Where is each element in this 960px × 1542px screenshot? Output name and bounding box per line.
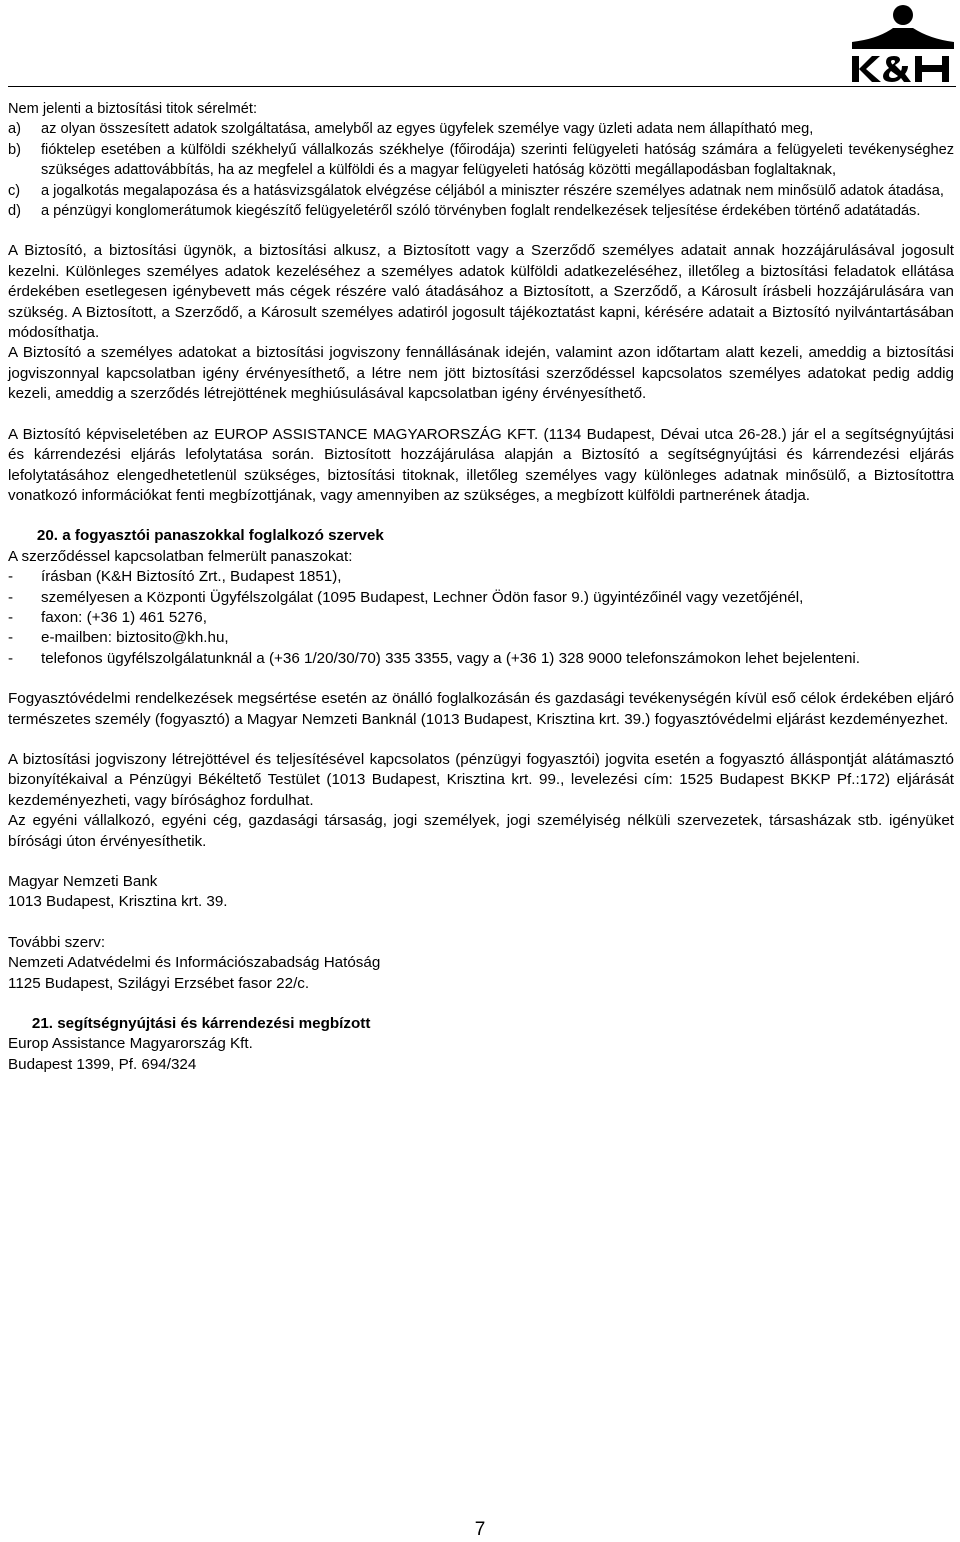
list-text: e-mailben: biztosito@kh.hu,	[41, 629, 229, 647]
data-handling-paragraph: A Biztosító, a biztosítási ügynök, a biztosítási alkusz, a Biztosított vagy a Szerződő személyes adatait annak hozzájárulásával jogosult kezelni. Különleges személyes adatok kezeléséhez a személyes adatok külföldi adatkezeléséhez, illetőleg a biztosítási feladatok ellátása érdekében esetlegesen igénybevett más cégek részére való átadásához a Biztosított, a Szerződő, a Károsult írásbeli hozzájárulására van szükség. A Biztosított, a Szerződő, a Károsult személyes adatiról jogosult tájékoztatást kapni, kérésére adatait a Biztosító nyilvántartásában módosíthatja.	[8, 242, 954, 342]
header-divider	[8, 86, 956, 87]
complaints-intro: A szerződéssel kapcsolatban felmerült panaszokat:	[8, 547, 353, 565]
list-marker: -	[8, 568, 14, 586]
section-title: a fogyasztói panaszokkal foglalkozó szervek	[62, 527, 384, 545]
mnb-address: 1013 Budapest, Krisztina krt. 39.	[8, 893, 228, 911]
spacer	[8, 405, 954, 425]
list-item	[8, 608, 954, 628]
spacer	[8, 506, 954, 526]
list-item	[8, 649, 954, 669]
exceptions-intro: Nem jelenti a biztosítási titok sérelmét:	[8, 101, 257, 117]
list-text: személyesen a Központi Ügyfélszolgálat (1095 Budapest, Lechner Ödön fasor 9.) ügyintézőinél vagy vezetőjénél,	[41, 588, 804, 606]
list-marker: a)	[8, 121, 21, 138]
list-item	[8, 201, 954, 221]
business-claims-paragraph: Az egyéni vállalkozó, egyéni cég, gazdasági társaság, jogi személyek, jogi személyiség nélküli szervezetek, társasházak stb. igényüket bírósági úton érvényesíthetik.	[8, 812, 954, 850]
list-item	[8, 140, 954, 181]
list-marker: -	[8, 629, 14, 647]
list-item	[8, 567, 954, 587]
other-authority-name: Nemzeti Adatvédelmi és Információszabadság Hatóság	[8, 954, 381, 972]
list-marker: d)	[8, 203, 21, 220]
consumer-protection-paragraph: Fogyasztóvédelmi rendelkezések megsértése esetén az önálló foglalkozásán és gazdasági tevékenységén kívül eső célok érdekében eljáró természetes személy (fogyasztó) a Magyar Nemzeti Banknál (1013 Budapest, Krisztina krt. 39.) fogyasztóvédelmi eljárást kezdeményezhet.	[8, 690, 954, 728]
list-item	[8, 628, 954, 648]
list-text: a jogalkotás megalapozása és a hatásvizsgálatok elvégzése céljából a miniszter részére személyes adatnak nem minősülő adatok átadása,	[41, 182, 944, 199]
exceptions-block	[8, 99, 954, 221]
list-text: faxon: (+36 1) 461 5276,	[41, 608, 207, 626]
list-text: telefonos ügyfélszolgálatunknál a (+36 1/20/30/70) 335 3355, vagy a (+36 1) 328 9000 telefonszámokon lehet bejelenteni.	[41, 649, 861, 667]
list-item	[8, 119, 954, 139]
list-text: írásban (K&H Biztosító Zrt., Budapest 1851),	[41, 568, 342, 586]
assistance-company-address: Budapest 1399, Pf. 694/324	[8, 1055, 197, 1073]
spacer	[8, 730, 954, 750]
document-body	[8, 99, 954, 1075]
spacer	[8, 913, 954, 933]
list-item	[8, 588, 954, 608]
list-marker: -	[8, 608, 14, 626]
mnb-name: Magyar Nemzeti Bank	[8, 873, 158, 890]
list-marker: -	[8, 649, 14, 667]
list-text: az olyan összesített adatok szolgáltatása, amelyből az egyes ügyfelek személye vagy üzleti adata nem állapítható meg,	[41, 121, 814, 138]
list-text: a pénzügyi konglomerátumok kiegészítő felügyeletéről szóló törvényben foglalt rendelkezések teljesítése érdekében történő adatátadás.	[41, 203, 921, 220]
other-authority-label: További szerv:	[8, 933, 106, 951]
list-marker: b)	[8, 141, 21, 158]
data-retention-paragraph: A Biztosító a személyes adatokat a biztosítási jogviszony fennállásának idején, valamint azon időtartam alatt kezeli, ameddig a biztosítási jogviszonnyal kapcsolatban igény érvényesíthető, a létre nem jött biztosítási szerződéssel kapcsolatos személyes adatokat pedig addig kezeli, ameddig a szerződés létrejöttének meghiúsulásával kapcsolatban igény érvényesíthető.	[8, 344, 954, 403]
spacer	[8, 994, 954, 1014]
section-title: segítségnyújtási és kárrendezési megbízott	[57, 1015, 371, 1033]
assistance-company-name: Europ Assistance Magyarország Kft.	[8, 1035, 253, 1053]
section-number: 21.	[31, 1015, 53, 1033]
spacer	[8, 852, 954, 872]
page-number: 7	[474, 1519, 486, 1540]
list-text: fióktelep esetében a külföldi székhelyű vállalkozás székhelye (főirodája) szerinti felügyeleti hatóság számára a felügyeleti tevékenységhez szükséges adattovábbítás, ha az megfelel a külföldi és a magyar felügyeleti hatóság közötti megállapodásban foglaltaknak,	[41, 141, 954, 179]
list-item	[8, 181, 954, 201]
section-number: 20.	[36, 527, 58, 545]
list-marker: c)	[8, 182, 21, 199]
section-20-heading	[8, 526, 954, 546]
spacer	[8, 221, 954, 241]
spacer	[8, 669, 954, 689]
assistance-paragraph: A Biztosító képviseletében az EUROP ASSISTANCE MAGYARORSZÁG KFT. (1134 Budapest, Dévai utca 26-28.) jár el a segítségnyújtási és kárrendezési eljárás lefolytatása során. Biztosított hozzájárulása alapján a Biztosító a segítségnyújtási és kárrendezési eljárás lefolytatásához elengedhetetlenül szükséges, biztosítási titoknak, illetőleg személyes vagy különleges adatnak minősülő, a Biztosítottra vonatkozó információkat fenti megbízottjának, vagy amennyiben az szükséges, a megbízott külföldi partnerének átadja.	[8, 425, 954, 504]
kh-logo-icon	[850, 2, 954, 82]
list-marker: -	[8, 588, 14, 606]
section-21-heading	[8, 1014, 954, 1034]
dispute-paragraph: A biztosítási jogviszony létrejöttével és teljesítésével kapcsolatos (pénzügyi fogyasztói) jogvita esetén a fogyasztó álláspontját alátámasztó bizonyítékaival a Pénzügyi Békéltető Testület (1013 Budapest, Krisztina krt. 99., levelezési cím: 1525 Budapest BKKP Pf.:172) eljárását kezdeményezheti, vagy bírósághoz fordulhat.	[8, 750, 954, 809]
other-authority-address: 1125 Budapest, Szilágyi Erzsébet fasor 22/c.	[8, 974, 310, 992]
